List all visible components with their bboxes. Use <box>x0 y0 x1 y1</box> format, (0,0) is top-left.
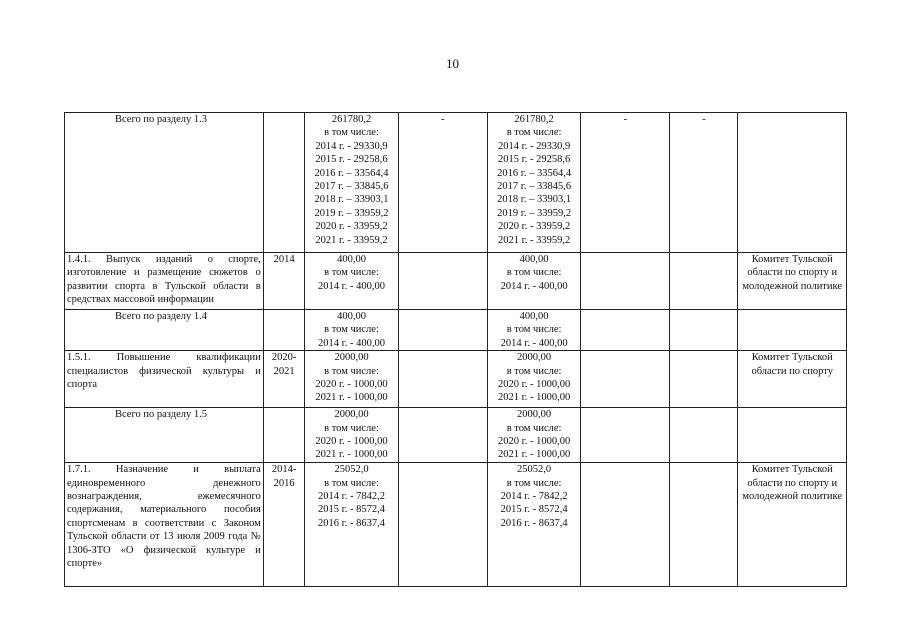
other-sources-cell <box>670 463 738 587</box>
amount-line: 2019 г. – 33959,2 <box>314 207 389 219</box>
amount-line: 2014 г. - 400,00 <box>318 337 386 349</box>
amount-line: 2017 г. – 33845,6 <box>497 181 572 193</box>
regional-budget-cell <box>487 463 580 587</box>
amount-line: в том числе: <box>324 127 379 139</box>
amount-line: 25052,0 <box>334 464 369 476</box>
amount-line: 2021 г. - 1000,00 <box>315 392 388 404</box>
executor-cell <box>738 463 847 587</box>
federal-budget-cell <box>398 351 487 408</box>
other-sources-cell <box>670 113 738 253</box>
measure-cell <box>65 113 264 253</box>
cell-text: Всего по разделу 1.5 <box>115 409 207 421</box>
regional-budget-cell <box>487 310 580 351</box>
other-sources-cell <box>670 351 738 408</box>
amount-line: в том числе: <box>506 422 562 434</box>
amount-line: 2016 г. – 33564,4 <box>497 167 572 179</box>
period-cell <box>263 113 305 253</box>
amount-line: 2015 г. - 29258,6 <box>315 154 388 166</box>
cell-text: Комитет Тульской области по спорту и молодежной политике <box>742 254 843 292</box>
table-row <box>65 408 847 463</box>
amount-line: в том числе: <box>506 267 562 279</box>
amount-line: в том числе: <box>324 267 379 279</box>
cell-text: Комитет Тульской области по спорту и молодежной политике <box>742 464 843 503</box>
regional-budget-cell <box>487 253 580 310</box>
amount-line: в том числе: <box>506 127 562 139</box>
amount-line: 2014 г. - 400,00 <box>500 280 568 292</box>
amount-line: в том числе: <box>324 365 379 377</box>
amount-line: в том числе: <box>324 324 379 336</box>
table-row <box>65 463 847 587</box>
amount-line: 2014 г. - 29330,9 <box>497 140 571 152</box>
amount-line: 2015 г. - 8572,4 <box>318 504 386 516</box>
total-amount-cell <box>305 310 398 351</box>
amount-line: 2020 г. - 1000,00 <box>315 436 388 448</box>
amount-line: в том числе: <box>324 422 379 434</box>
measure-cell <box>65 310 264 351</box>
amount-line: 2000,00 <box>334 352 369 364</box>
amount-line: 261780,2 <box>514 114 554 125</box>
amount-line: 2014 г. - 400,00 <box>318 280 386 292</box>
measure-cell <box>65 253 264 310</box>
table-row <box>65 253 847 310</box>
total-amount-cell <box>305 408 398 463</box>
period-cell <box>263 351 305 408</box>
federal-budget-cell <box>398 113 487 253</box>
local-budget-cell <box>581 310 670 351</box>
local-budget-cell <box>581 351 670 408</box>
federal-budget-cell <box>398 253 487 310</box>
executor-cell <box>738 310 847 351</box>
local-budget-cell <box>581 113 670 253</box>
amount-line: 2000,00 <box>334 409 369 421</box>
amount-line: 2000,00 <box>517 352 552 364</box>
total-amount-cell <box>305 113 398 253</box>
amount-line: 400,00 <box>337 254 366 265</box>
executor-cell <box>738 253 847 310</box>
amount-line: 400,00 <box>519 254 549 265</box>
amount-line: 2021 г. - 1000,00 <box>497 449 571 461</box>
cell-text: - <box>441 114 445 125</box>
other-sources-cell <box>670 310 738 351</box>
amount-line: 261780,2 <box>331 114 372 125</box>
federal-budget-cell <box>398 310 487 351</box>
cell-text: 2014-2016 <box>271 464 297 489</box>
cell-text: 2014 <box>273 254 295 265</box>
period-cell <box>263 310 305 351</box>
total-amount-cell <box>305 463 398 587</box>
cell-text: - <box>702 114 706 125</box>
cell-text: 2020-2021 <box>271 352 297 377</box>
other-sources-cell <box>670 253 738 310</box>
cell-text: Всего по разделу 1.4 <box>115 311 207 322</box>
other-sources-cell <box>670 408 738 463</box>
amount-line: 400,00 <box>337 311 366 322</box>
total-amount-cell <box>305 351 398 408</box>
amount-line: 2014 г. - 7842,2 <box>500 491 568 503</box>
budget-table <box>64 112 847 587</box>
amount-line: 2021 г. - 33959,2 <box>497 234 571 246</box>
period-cell <box>263 463 305 587</box>
amount-line: в том числе: <box>506 365 562 377</box>
period-cell <box>263 408 305 463</box>
cell-text: 1.7.1. Назначение и выплата единовременного денежного вознаграждения, ежемесячного содержания, материального пособия спортсменам в соответствии с Законом Тульской области от 13 июля 2009 года № 1306-ЗТО «О физической культуре и спорте» <box>67 464 261 570</box>
cell-text: 1.4.1. Выпуск изданий о спорте, изготовление и размещение сюжетов о развитии спорта в Тульской области в средствах массовой информации <box>67 254 261 306</box>
amount-line: 2020 г. - 33959,2 <box>315 221 388 233</box>
federal-budget-cell <box>398 408 487 463</box>
amount-line: 400,00 <box>519 311 549 322</box>
amount-line: 2017 г. – 33845,6 <box>314 181 389 193</box>
regional-budget-cell <box>487 113 580 253</box>
amount-line: 2020 г. - 1000,00 <box>315 379 388 391</box>
executor-cell <box>738 408 847 463</box>
table-row <box>65 351 847 408</box>
total-amount-cell <box>305 253 398 310</box>
executor-cell <box>738 113 847 253</box>
period-cell <box>263 253 305 310</box>
amount-line: 2018 г. – 33903,1 <box>314 194 389 206</box>
amount-line: 2021 г. - 33959,2 <box>315 234 388 246</box>
amount-line: 2000,00 <box>517 409 552 421</box>
amount-line: 25052,0 <box>517 464 552 476</box>
amount-line: 2014 г. - 29330,9 <box>315 140 388 152</box>
amount-line: 2015 г. - 8572,4 <box>500 504 568 516</box>
amount-line: в том числе: <box>506 477 562 489</box>
cell-text: Всего по разделу 1.3 <box>115 114 207 125</box>
local-budget-cell <box>581 408 670 463</box>
amount-line: 2014 г. - 400,00 <box>500 337 568 349</box>
cell-text: 1.5.1. Повышение квалификации специалистов физической культуры и спорта <box>67 352 261 391</box>
amount-line: 2016 г. – 33564,4 <box>314 167 389 179</box>
amount-line: 2021 г. - 1000,00 <box>497 392 571 404</box>
federal-budget-cell <box>398 463 487 587</box>
amount-line: 2014 г. - 7842,2 <box>318 491 386 503</box>
table-row <box>65 113 847 253</box>
regional-budget-cell <box>487 408 580 463</box>
measure-cell <box>65 408 264 463</box>
amount-line: 2020 г. - 1000,00 <box>497 436 571 448</box>
amount-line: в том числе: <box>506 324 562 336</box>
amount-line: 2016 г. - 8637,4 <box>318 517 386 529</box>
page-number: 10 <box>446 56 459 71</box>
cell-text: Комитет Тульской области по спорту <box>751 352 833 377</box>
measure-cell <box>65 463 264 587</box>
table-row <box>65 310 847 351</box>
amount-line: 2018 г. – 33903,1 <box>497 194 572 206</box>
local-budget-cell <box>581 253 670 310</box>
amount-line: в том числе: <box>324 477 379 489</box>
measure-cell <box>65 351 264 408</box>
amount-line: 2020 г. - 33959,2 <box>497 221 571 233</box>
cell-text: - <box>623 114 628 125</box>
amount-line: 2015 г. - 29258,6 <box>497 154 571 166</box>
amount-line: 2019 г. – 33959,2 <box>497 207 572 219</box>
regional-budget-cell <box>487 351 580 408</box>
executor-cell <box>738 351 847 408</box>
local-budget-cell <box>581 463 670 587</box>
amount-line: 2016 г. - 8637,4 <box>500 517 568 529</box>
amount-line: 2020 г. - 1000,00 <box>497 379 571 391</box>
amount-line: 2021 г. - 1000,00 <box>315 449 388 461</box>
